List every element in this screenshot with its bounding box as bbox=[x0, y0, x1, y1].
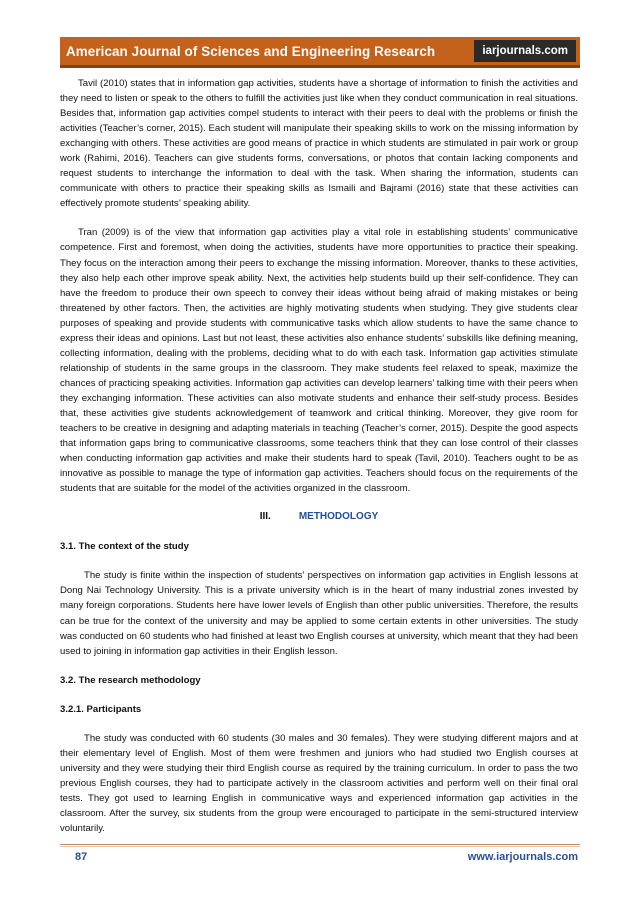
journal-header-bar bbox=[60, 37, 580, 68]
section-heading-methodology bbox=[60, 509, 578, 524]
subheading-context: 3.1. The context of the study bbox=[60, 541, 189, 553]
article-body bbox=[60, 76, 578, 836]
footer-divider bbox=[60, 844, 580, 845]
section-title: METHODOLOGY bbox=[298, 511, 379, 523]
paragraph-context: The study is finite within the inspection of students’ perspectives on information gap activities in English lessons at Dong Nai Technology University. This is a private university which is in the heart of many industrial zones invested by many foreign corporations. Students here have lower levels of English than other public universities. Therefore, the results can be true for the context of the university and may be applied to some certain extents in other universities. The study was conducted on 60 students who had finished at least two English courses at university, which meant that they had been used to joining in information gap activities in their English lesson. bbox=[60, 570, 578, 657]
journal-title: American Journal of Sciences and Engineering Research bbox=[66, 43, 436, 59]
footer-url-link[interactable]: www.iarjournals.com bbox=[467, 851, 578, 863]
paragraph-participants: The study was conducted with 60 students (30 males and 30 females). They were studying different majors and at their elementary level of English. Most of them were freshmen and juniors who had studied two English courses at university and they were studying their third English course as required by the training curriculum. In order to pass the two previous English courses, they had to participate actively in the classroom activities and perform well on their final oral tests. They got used to learning English in communicative ways and experienced information gap activities in the classroom. After the survey, six students from the group were encouraged to participate in the semi-structured interview voluntarily. bbox=[60, 732, 578, 835]
paragraph-tavil: Tavil (2010) states that in information gap activities, students have a shortage of information to finish the activities and they need to listen or speak to the others to fulfill the activities just like when they conduct communication in real situations. Besides that, information gap activities compel students to interact with their peers to deal with the problems or finish the activities (Teacher’s corner, 2015). Each student will manipulate their speaking skills to work on the missing information by exchanging with others. These activities are good means of practice in which students are stimulated in pair work or group work (Rahimi, 2016). Teachers can give students forms, conversations, or photos that contain lacking components and request students to interchange the information to deal with the task. When sharing the information, students can communicate with others to practice their speaking skills as Ismaili and Bajrami (2016) state that these activities can effectively promote students’ speaking ability. bbox=[60, 78, 578, 210]
subheading-participants: 3.2.1. Participants bbox=[60, 703, 142, 715]
subheading-research-methodology: 3.2. The research methodology bbox=[60, 674, 201, 686]
paragraph-tran: Tran (2009) is of the view that information gap activities play a vital role in establishing students’ communicative competence. First and foremost, when doing the activities, students have more opportunities to practice their speaking. They focus on the interaction among their peers to exchange the missing information. Moreover, thanks to these activities, they also help each other improve speak ability. Next, the activities help students build up their self-confidence. They can have the freedom to produce their own speech to convey their ideas without being afraid of making mistakes or being threatened by other factors. Then, the activities are highly motivating students when studying. They give students clear purposes of speaking and provide students with communicative tasks which allow students to have the same chance to express their ideas and opinions. Last but not least, these activities also enhance students’ subskills like defining meaning, collecting information, dealing with the problems, deciding what to do with each task. Information gap activities stimulate relationship of students in the same groups in the classroom. They make students feel relaxed to speak, maximize the chances of practicing speaking activities. Information gap activities can develop learners’ talking time with their peers when they exchanging information. These activities can also motivate students and enhance their self-study process. Besides that, these activities give students acknowledgement of teamwork and critical thinking. Moreover, they give room for teachers to be creative in designing and adapting materials in teaching (Teacher’s corner, 2015). Despite the good aspects that information gaps bring to communicative classrooms, some teachers think that they can lose control of their classes when conducting information gap activities and make their students hard to speak (Tavil, 2010). Teachers ought to be as innovative as possible to manage the type of information gap activities. Teachers should focus on the requirements of the students that are suitable for the model of the activities organized in the classroom. bbox=[60, 227, 578, 495]
footer-divider-light bbox=[60, 846, 580, 847]
site-badge[interactable]: iarjournals.com bbox=[474, 40, 576, 62]
page-number: 87 bbox=[75, 851, 88, 863]
section-number: III. bbox=[259, 511, 271, 523]
